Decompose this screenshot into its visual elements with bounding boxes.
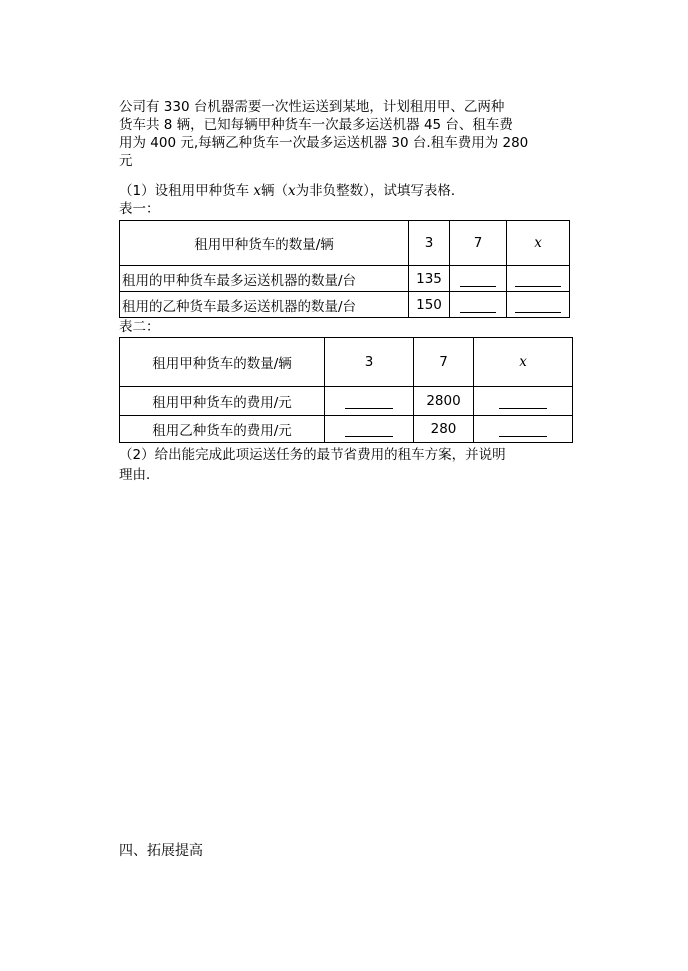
q1-variable-2: x (288, 183, 296, 199)
table1-row1-value: 135 (409, 266, 450, 292)
table2-row2-blank-x[interactable] (474, 416, 573, 443)
table1-header-label: 租用甲种货车的数量/辆 (120, 221, 409, 266)
problem-line-4: 元 (119, 153, 133, 169)
table1-header-x: x (507, 221, 570, 266)
table2-row1-blank-x[interactable] (474, 387, 573, 416)
table1-row2-value: 150 (409, 292, 450, 318)
question-1 (119, 182, 464, 200)
table2-header-3: 3 (325, 338, 414, 387)
problem-line-1: 公司有 330 台机器需要一次性运送到某地，计划租用甲、乙两种 (119, 99, 505, 115)
table-row (120, 292, 570, 318)
table1-row1-blank-x[interactable] (507, 266, 570, 292)
table-2 (119, 337, 573, 443)
table2-header-x: x (474, 338, 573, 387)
question-2-line-2: 理由． (119, 467, 160, 483)
problem-line-2: 货车共 8 辆，已知每辆甲种货车一次最多运送机器 45 台、租车费 (119, 117, 513, 133)
table-row (120, 387, 573, 416)
table1-row1-blank-7[interactable] (450, 266, 507, 292)
table2-row2-value: 280 (414, 416, 474, 443)
q1-prefix: （1）设租用甲种货车 (119, 183, 254, 199)
table1-header-row (120, 221, 570, 266)
table2-row1-blank-3[interactable] (325, 387, 414, 416)
table2-row2-blank-3[interactable] (325, 416, 414, 443)
table2-row1-value: 2800 (414, 387, 474, 416)
table1-row2-label: 租用的乙种货车最多运送机器的数量/台 (120, 292, 409, 318)
table1-header-3: 3 (409, 221, 450, 266)
table-row (120, 266, 570, 292)
table-row (120, 416, 573, 443)
table1-header-7: 7 (450, 221, 507, 266)
section-heading: 四、拓展提高 (119, 843, 203, 859)
table2-row1-label: 租用甲种货车的费用/元 (120, 387, 325, 416)
question-2-line-1: （2）给出能完成此项运送任务的最节省费用的租车方案，并说明 (119, 447, 506, 463)
q1-mid: 辆（ (261, 183, 289, 199)
table1-row2-blank-7[interactable] (450, 292, 507, 318)
problem-line-3: 用为 400 元,每辆乙种货车一次最多运送机器 30 台.租车费用为 280 (119, 135, 529, 151)
table1-title: 表一： (119, 201, 160, 217)
table2-header-label: 租用甲种货车的数量/辆 (120, 338, 325, 387)
table2-header-7: 7 (414, 338, 474, 387)
table2-title: 表二： (119, 319, 160, 335)
q1-variable: x (253, 183, 262, 199)
table2-row2-label: 租用乙种货车的费用/元 (120, 416, 325, 443)
table2-header-row (120, 338, 573, 387)
table1-row1-label: 租用的甲种货车最多运送机器的数量/台 (120, 266, 409, 292)
table-1 (119, 220, 570, 318)
q1-suffix: 为非负整数），试填写表格． (295, 183, 465, 199)
table1-row2-blank-x[interactable] (507, 292, 570, 318)
